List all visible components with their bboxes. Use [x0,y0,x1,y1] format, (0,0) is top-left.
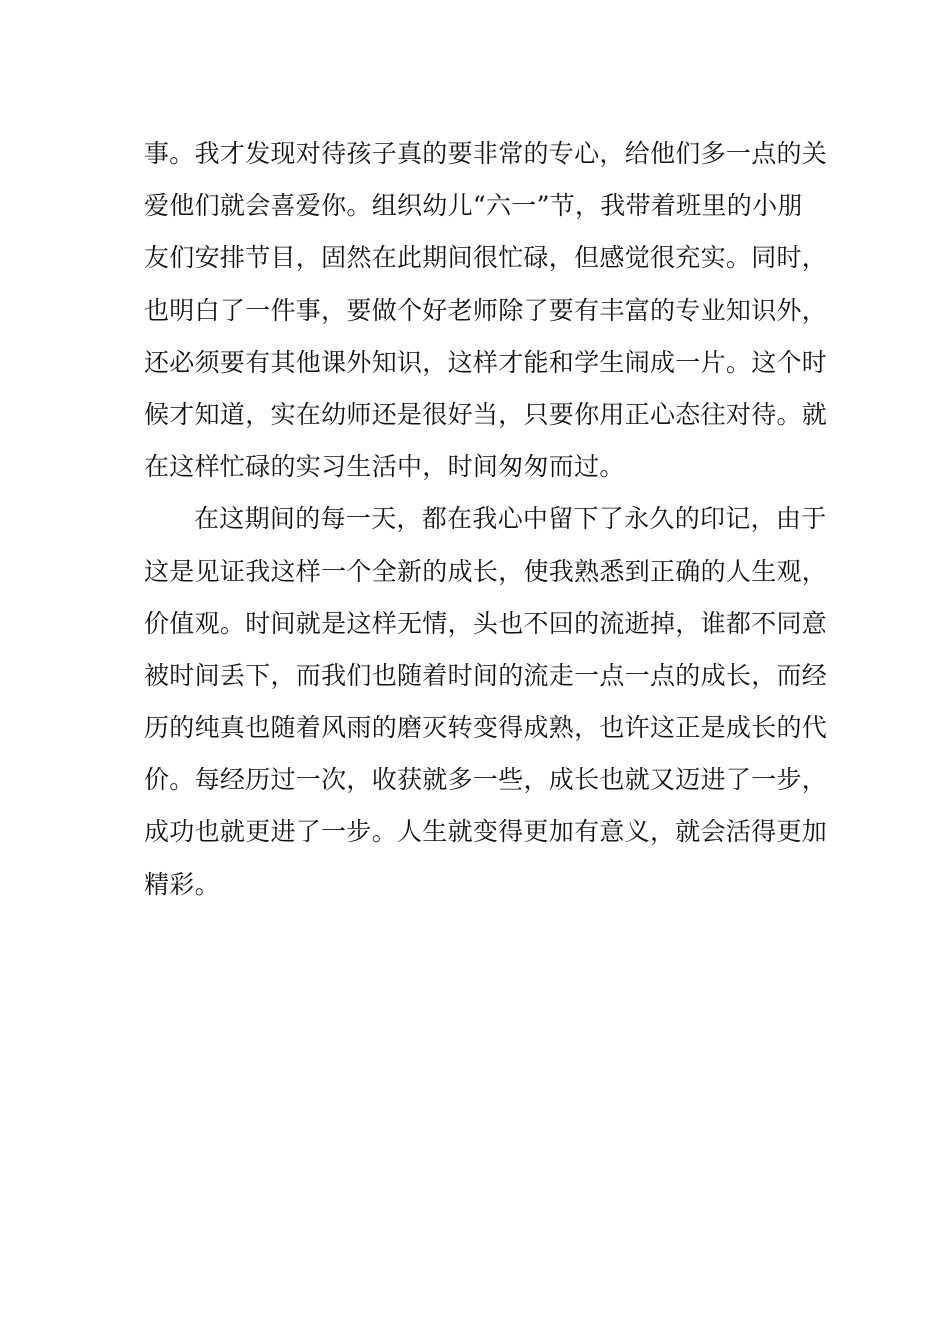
text-line: 事。我才发现对待孩子真的要非常的专心，给他们多一点的关 [144,139,828,168]
text-line: 也明白了一件事，要做个好老师除了要有丰富的专业知识外， [144,295,828,325]
text-line: 成功也就更进了一步。人生就变得更加有意义，就会活得更加 [144,817,828,847]
text-line: 这是见证我这样一个全新的成长，使我熟悉到正确的人生观， [144,556,828,586]
paragraph-1 [144,128,828,493]
text-line: 候才知道，实在幼师还是很好当，只要你用正心态往对待。就 [144,399,828,429]
text-line: 还必须要有其他课外知识，这样才能和学生闹成一片。这个时 [144,347,828,377]
text-line: 被时间丢下，而我们也随着时间的流走一点一点的成长，而经 [144,660,828,690]
text-line: 精彩。 [144,869,220,899]
text-line: 在这期间的每一天，都在我心中留下了永久的印记，由于 [194,504,827,534]
text-line: 价值观。时间就是这样无情，头也不回的流逝掉，谁都不同意 [144,608,828,638]
text-line: 历的纯真也随着风雨的磨灭转变得成熟，也许这正是成长的代 [144,713,828,743]
text-line: 价。每经历过一次，收获就多一些，成长也就又迈进了一步， [144,765,828,795]
paragraph-2 [144,493,828,911]
text-line: 友们安排节目，固然在此期间很忙碌，但感觉很充实。同时， [144,243,828,273]
text-line: 爱他们就会喜爱你。组织幼儿“六一”节，我带着班里的小朋 [144,191,803,221]
document-body [144,128,828,911]
text-line: 在这样忙碌的实习生活中，时间匆匆而过。 [144,452,625,482]
